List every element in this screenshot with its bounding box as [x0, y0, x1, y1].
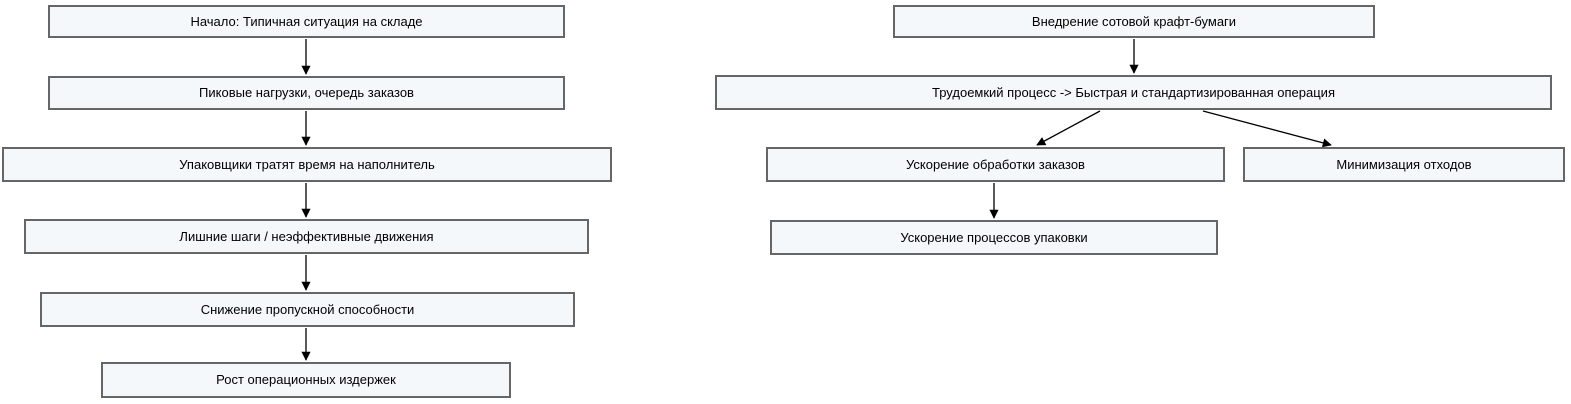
node-label: Лишние шаги / неэффективные движения: [179, 228, 434, 244]
node-faster-packing-processes: [770, 220, 1218, 255]
node-label: Внедрение сотовой крафт-бумаги: [1031, 13, 1237, 29]
node-label: Минимизация отходов: [1336, 156, 1472, 172]
node-rising-operational-costs: [101, 362, 511, 398]
node-label: Ускорение процессов упаковки: [900, 229, 1088, 245]
node-label: Снижение пропускной способности: [200, 301, 415, 317]
node-typical-warehouse-situation: [48, 5, 565, 38]
node-reduced-throughput: [40, 292, 575, 327]
arrow-r2-r3: [1037, 111, 1100, 145]
node-faster-order-processing: [766, 147, 1225, 182]
node-label: Ускорение обработки заказов: [906, 156, 1085, 172]
node-label: Трудоемкий процесс -> Быстрая и стандартизированная операция: [932, 84, 1335, 100]
node-label: Начало: Типичная ситуация на складе: [190, 13, 423, 29]
node-label: Пиковые нагрузки, очередь заказов: [199, 85, 414, 101]
node-label: Рост операционных издержек: [216, 372, 396, 388]
node-label: Упаковщики тратят время на наполнитель: [179, 156, 435, 172]
node-labor-intensive-to-standardized-operation: [715, 75, 1552, 110]
node-peak-loads-order-queue: [48, 76, 565, 110]
arrow-r2-r4: [1203, 111, 1331, 145]
node-waste-minimization: [1243, 147, 1565, 182]
node-packers-time-on-filler: [2, 147, 612, 182]
node-extra-steps-inefficient-movements: [24, 219, 589, 254]
node-honeycomb-kraft-paper-implementation: [893, 5, 1375, 38]
